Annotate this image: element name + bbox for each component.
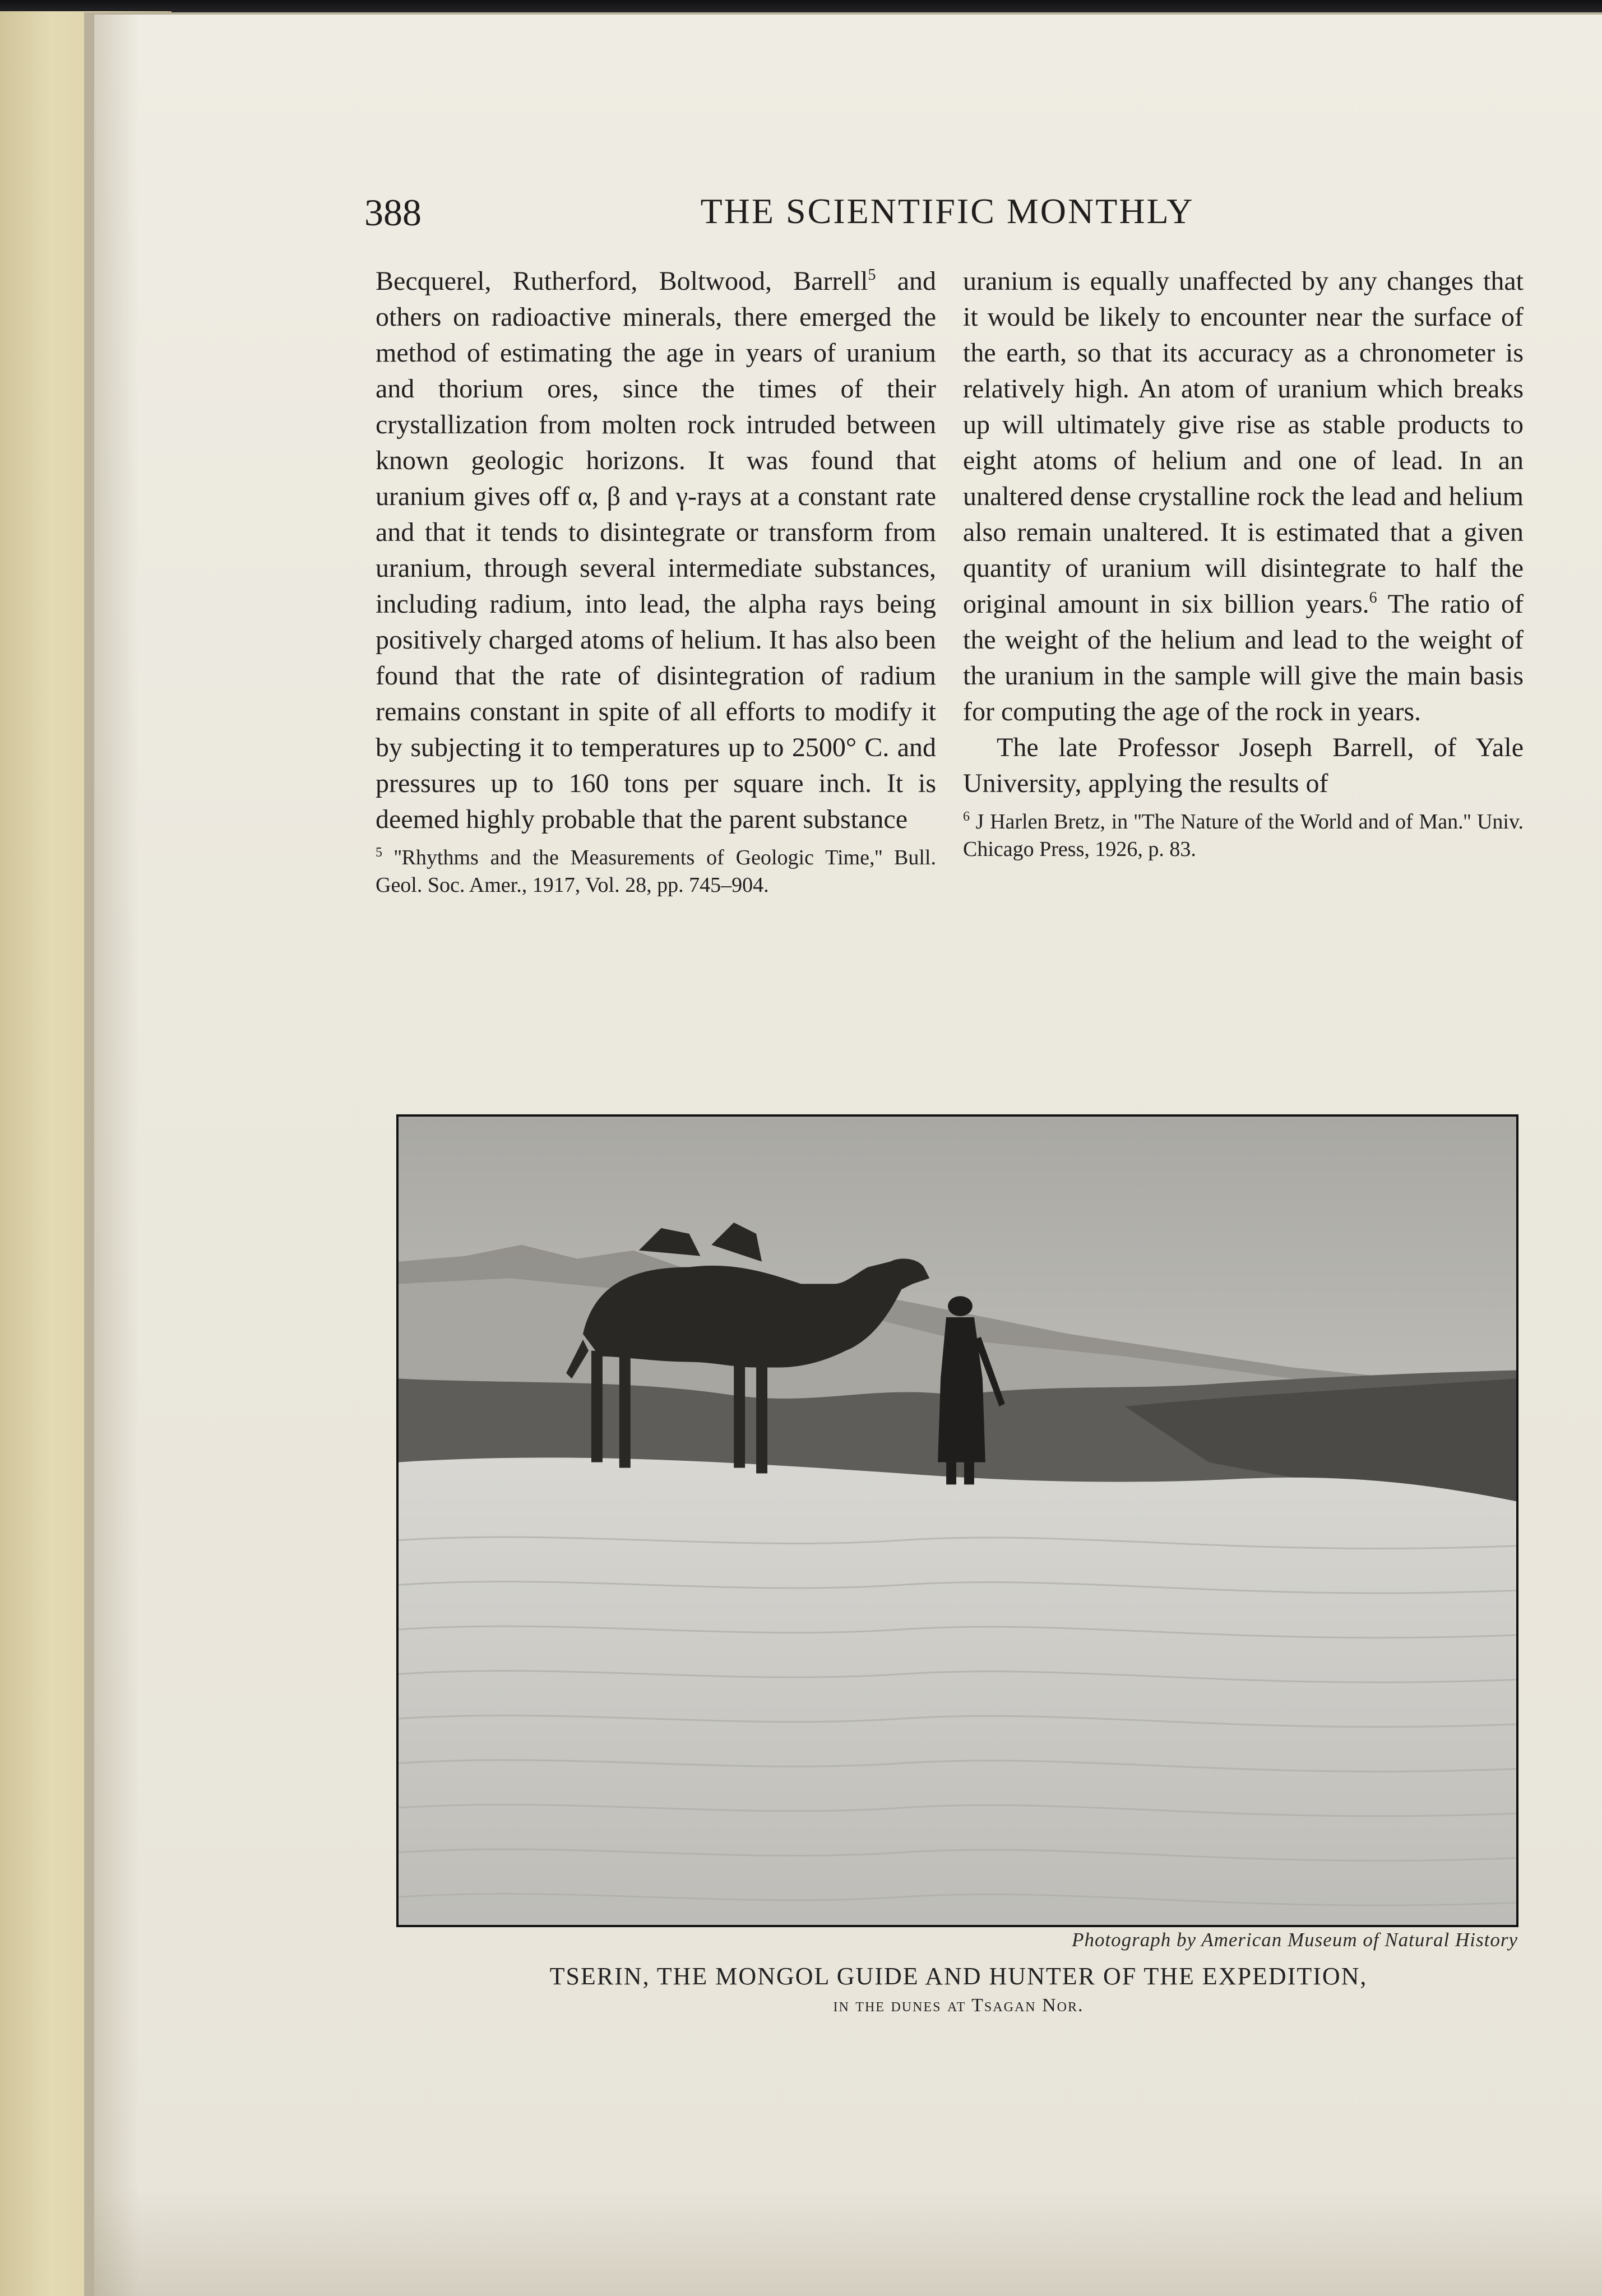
left-column — [376, 263, 936, 899]
footnote-5-text: ''Rhythms and the Measurements of Geologic Time,'' Bull. Geol. Soc. Amer., 1917, Vol. 28, pp. 745–904. — [376, 846, 936, 897]
page-bottom-shade — [94, 2186, 1602, 2296]
right-paragraph-part-b: The ratio of the weight of the helium and lead to the weight of the uranium in the sample will give the main basis for computing the age of the rock in years. — [963, 589, 1524, 726]
foreground-sand — [399, 1457, 1516, 1925]
footnote-6 — [963, 808, 1524, 863]
right-paragraph-1 — [963, 263, 1524, 730]
left-column-text — [376, 263, 936, 837]
right-column-text — [963, 263, 1524, 802]
caption-sub: in the dunes at Tsagan Nor. — [833, 1995, 1084, 2016]
footnote-ref-6: 6 — [1369, 589, 1377, 607]
photo-credit: Photograph by American Museum of Natural History — [1072, 1929, 1518, 1951]
right-column — [963, 263, 1524, 863]
left-paragraph — [376, 263, 936, 837]
running-header — [364, 191, 1530, 247]
page-number: 388 — [364, 191, 422, 234]
left-paragraph-part-a: Becquerel, Rutherford, Boltwood, Barrell — [376, 266, 868, 296]
photo-illustration — [399, 1117, 1516, 1925]
right-paragraph-part-a: uranium is equally unaffected by any changes that it would be likely to encounter near the surface of the earth, so that its accuracy as a chronometer is relatively high. An atom of uranium which breaks up will ultimately give rise as stable products to eight atoms of helium and one of lead. In an unaltered dense crystalline rock the lead and helium also remain unaltered. It is estimated that a given quantity of uranium will disintegrate to half the original amount in six billion years. — [963, 266, 1524, 619]
footnote-5-mark: 5 — [376, 845, 382, 860]
footnote-6-mark: 6 — [963, 809, 970, 824]
journal-title: THE SCIENTIFIC MONTHLY — [700, 191, 1194, 231]
desert-photograph — [396, 1114, 1518, 1927]
footnote-5 — [376, 844, 936, 899]
right-paragraph-2: The late Professor Joseph Barrell, of Yale University, applying the results of — [963, 733, 1524, 798]
footnote-6-text: J Harlen Bretz, in ''The Nature of the World and of Man.'' Univ. Chicago Press, 1926, p. 83. — [963, 810, 1524, 861]
footnote-ref-5: 5 — [868, 266, 876, 284]
figure-caption — [392, 1962, 1525, 2016]
caption-main: TSERIN, THE MONGOL GUIDE AND HUNTER OF THE EXPEDITION, — [549, 1962, 1368, 1990]
left-paragraph-part-b: and others on radioactive minerals, there emerged the method of estimating the age in years of uranium and thorium ores, since the times of their crystallization from molten rock intruded between known geologic horizons. It was found that uranium gives off α, β and γ-rays at a constant rate and that it tends to disintegrate or transform from uranium, through several intermediate substances, including radium, into lead, the alpha rays being positively charged atoms of helium. It has also been found that the rate of disintegration of radium remains constant in spite of all efforts to modify it by subjecting it to temperatures up to 2500° C. and pressures up to 160 tons per square inch. It is deemed highly probable that the parent substance — [376, 266, 936, 834]
page-gutter-shade — [94, 15, 139, 2296]
